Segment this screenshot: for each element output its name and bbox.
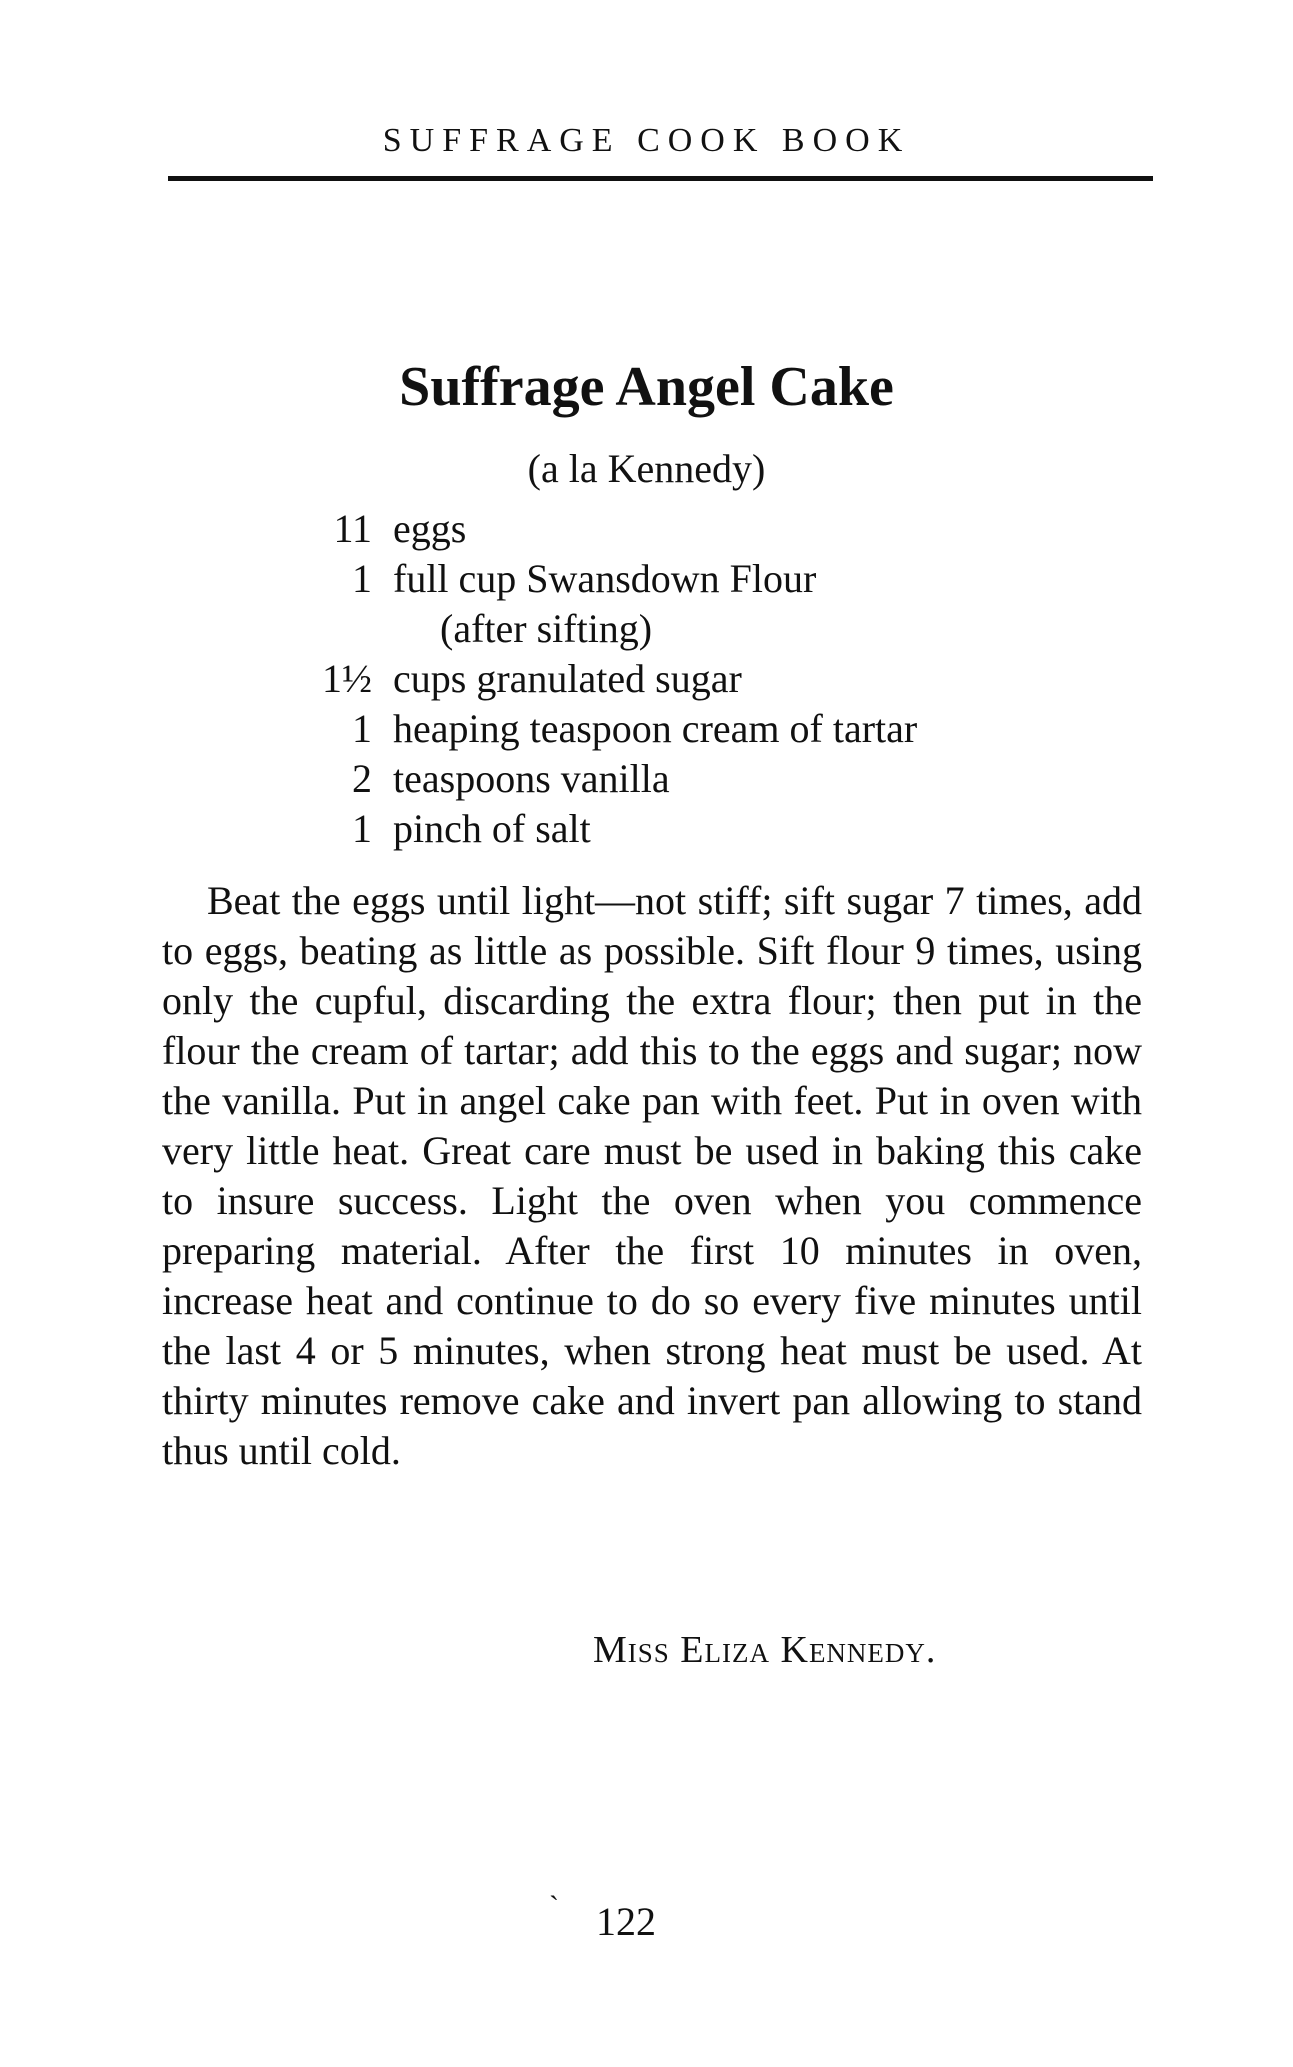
- running-head: SUFFRAGE COOK BOOK: [382, 122, 911, 159]
- recipe-title: Suffrage Angel Cake: [399, 356, 894, 418]
- head-rule: [168, 176, 1153, 181]
- ingredient-text: teaspoons vanilla: [393, 756, 670, 801]
- ingredient-text: pinch of salt: [393, 806, 591, 851]
- ingredient-text: heaping teaspoon cream of tartar: [393, 706, 918, 751]
- page-number: 122: [596, 1899, 656, 1944]
- ingredient-text: full cup Swansdown Flour: [393, 556, 817, 601]
- ingredient-text: eggs: [393, 506, 467, 551]
- ingredient-text: (after sifting): [440, 606, 653, 651]
- ingredient-quantity: 1: [352, 706, 372, 751]
- recipe-method: Beat the eggs until light—not stiff; sift sugar 7 times, add to eggs, beating as little as possible. Sift flour 9 times, using only the cupful, discarding the extra flour; then put in the flour the cream of tartar; add this to the eggs and sugar; now the vanilla. Put in angel cake pan with feet. Put in oven with very little heat. Great care must be used in baking this cake to insure success. Light the oven when you commence preparing material. After the first 10 minutes in oven, increase heat and continue to do so every five minutes until the last 4 or 5 minutes, when strong heat must be used. At thirty minutes remove cake and invert pan allowing to stand thus until cold.: [162, 878, 1142, 1473]
- ingredient-quantity: 2: [352, 756, 372, 801]
- ingredient-quantity: 1: [352, 556, 372, 601]
- recipe-subtitle: (a la Kennedy): [527, 446, 766, 491]
- stray-mark: `: [549, 1890, 559, 1923]
- ingredient-quantity: 1½: [322, 656, 372, 701]
- ingredient-text: cups granulated sugar: [393, 656, 742, 701]
- ingredient-quantity: 1: [352, 806, 372, 851]
- ingredient-quantity: 11: [333, 506, 372, 551]
- contributor-signature: Miss Eliza Kennedy.: [593, 1629, 937, 1671]
